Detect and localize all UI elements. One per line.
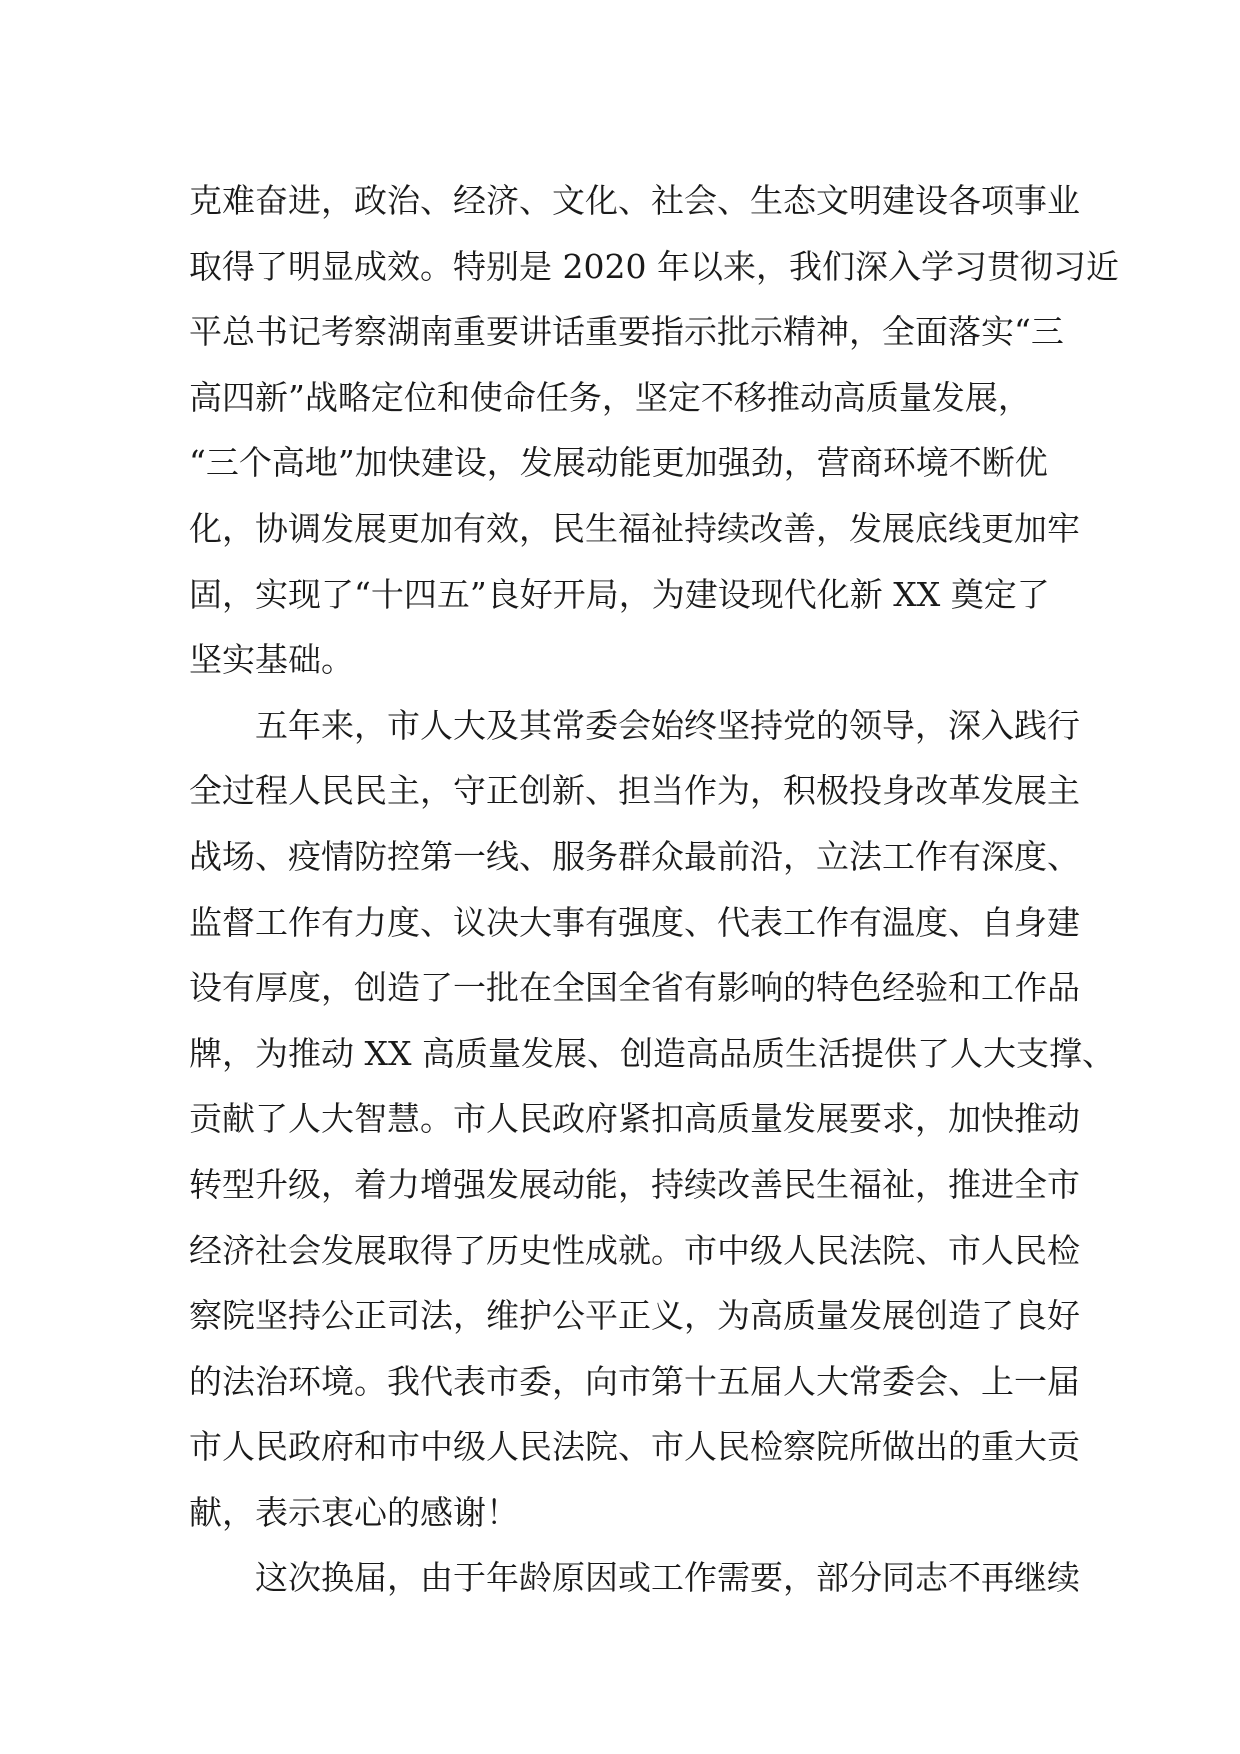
text-line: 献，表示衷心的感谢！ <box>189 1492 519 1532</box>
text-line: 转型升级，着力增强发展动能，持续改善民生福祉，推进全市 <box>189 1164 1080 1204</box>
text-line: 克难奋进，政治、经济、文化、社会、生态文明建设各项事业 <box>189 181 1080 220</box>
text-line: 取得了明显成效。特别是 2020 年以来，我们深入学习贯彻习近 <box>189 246 1119 286</box>
text-line: 高四新”战略定位和使命任务，坚定不移推动高质量发展， <box>189 377 1031 417</box>
paragraph-1 <box>189 168 1119 693</box>
text-line: 牌，为推动 XX 高质量发展、创造高品质生活提供了人大支撑、 <box>189 1033 1115 1073</box>
text-line: 察院坚持公正司法，维护公平正义，为高质量发展创造了良好 <box>189 1296 1080 1336</box>
text-line: 市人民政府和市中级人民法院、市人民检察院所做出的重大贡 <box>189 1427 1080 1467</box>
text-line: 贡献了人大智慧。市人民政府紧扣高质量发展要求，加快推动 <box>189 1099 1080 1139</box>
document-body <box>189 168 1119 1611</box>
text-line: 经济社会发展取得了历史性成就。市中级人民法院、市人民检 <box>189 1230 1080 1270</box>
text-line: 化，协调发展更加有效，民生福祉持续改善，发展底线更加牢 <box>189 508 1080 548</box>
text-line: 设有厚度，创造了一批在全国全省有影响的特色经验和工作品 <box>189 968 1080 1008</box>
text-line: 五年来，市人大及其常委会始终坚持党的领导，深入践行 <box>255 705 1080 745</box>
text-line: 固，实现了“十四五”良好开局，为建设现代化新 XX 奠定了 <box>189 574 1050 614</box>
text-line: 这次换届，由于年龄原因或工作需要，部分同志不再继续 <box>255 1558 1080 1598</box>
text-line: “三个高地”加快建设，发展动能更加强劲，营商环境不断优 <box>189 443 1048 483</box>
paragraph-3 <box>189 1545 1080 1611</box>
text-line: 平总书记考察湖南重要讲话重要指示批示精神，全面落实“三 <box>189 312 1064 352</box>
text-line: 坚实基础。 <box>189 640 354 680</box>
text-line: 全过程人民民主，守正创新、担当作为，积极投身改革发展主 <box>189 771 1080 811</box>
text-line: 的法治环境。我代表市委，向市第十五届人大常委会、上一届 <box>189 1361 1080 1401</box>
text-line: 战场、疫情防控第一线、服务群众最前沿，立法工作有深度、 <box>189 836 1080 876</box>
text-line: 监督工作有力度、议决大事有强度、代表工作有温度、自身建 <box>189 902 1080 942</box>
paragraph-2 <box>189 693 1115 1546</box>
